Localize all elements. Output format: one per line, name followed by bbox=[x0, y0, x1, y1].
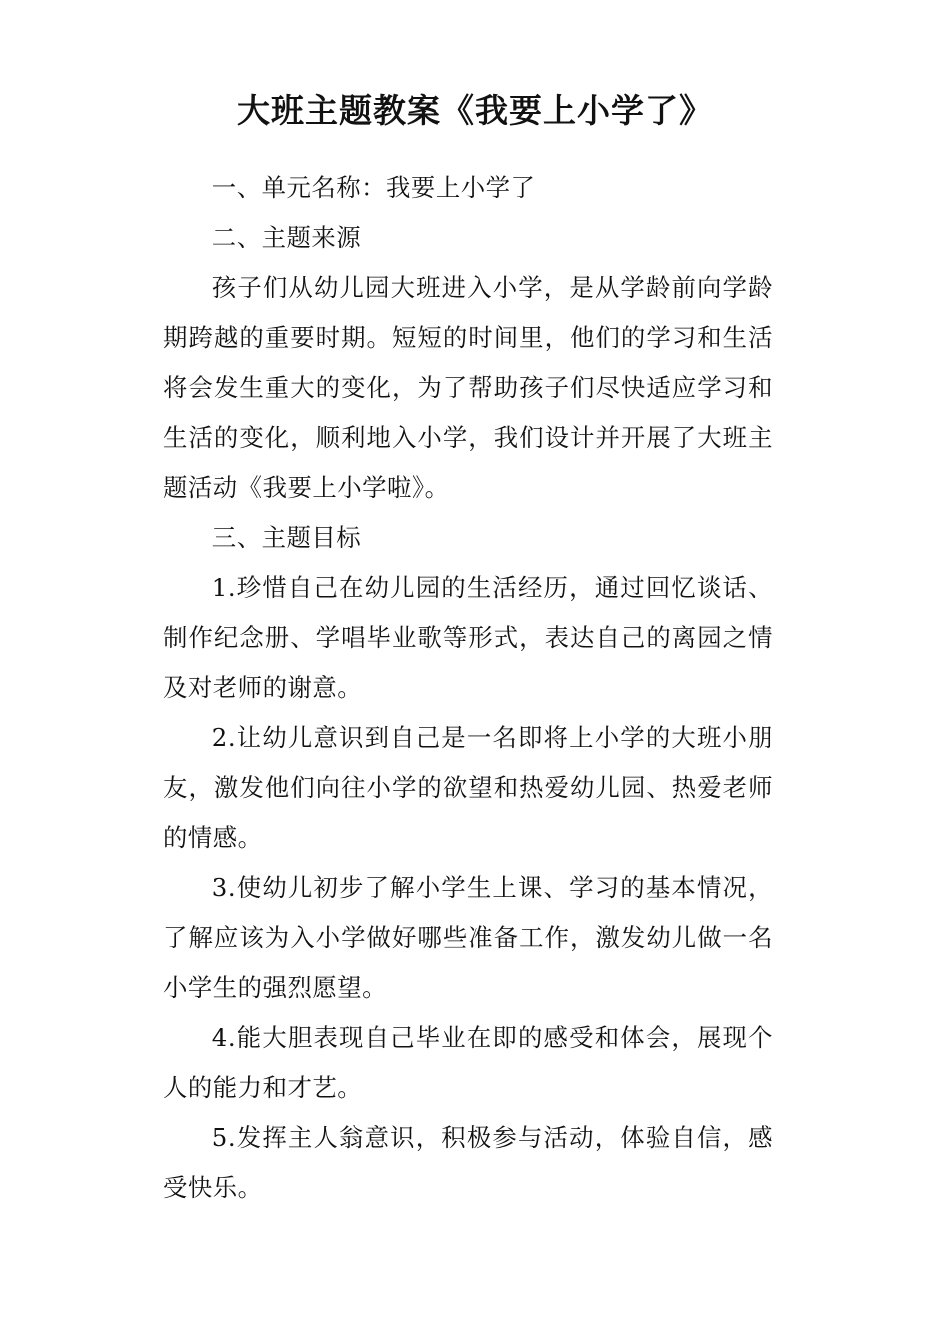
goal-item-5: 5.发挥主人翁意识，积极参与活动，体验自信，感受快乐。 bbox=[163, 1123, 773, 1202]
section-heading-theme-source: 二、主题来源 bbox=[211, 223, 362, 252]
paragraph-theme-source: 孩子们从幼儿园大班进入小学，是从学龄前向学龄期跨越的重要时期。短短的时间里，他们的学习和生活将会发生重大的变化，为了帮助孩子们尽快适应学习和生活的变化，顺利地入小学，我们设计并开展了大班主题活动《我要上小学啦》。 bbox=[163, 273, 773, 502]
section-heading-theme-goals: 三、主题目标 bbox=[211, 523, 362, 552]
section-heading-unit-name: 一、单元名称：我要上小学了 bbox=[211, 173, 536, 202]
document-body bbox=[163, 163, 773, 1213]
goal-item-4: 4.能大胆表现自己毕业在即的感受和体会，展现个人的能力和才艺。 bbox=[163, 1023, 773, 1102]
goal-item-3: 3.使幼儿初步了解小学生上课、学习的基本情况，了解应该为入小学做好哪些准备工作，激发幼儿做一名小学生的强烈愿望。 bbox=[163, 873, 773, 1002]
document-title: 大班主题教案《我要上小学了》 bbox=[237, 91, 713, 130]
goal-item-1: 1.珍惜自己在幼儿园的生活经历，通过回忆谈话、制作纪念册、学唱毕业歌等形式，表达自己的离园之情及对老师的谢意。 bbox=[163, 573, 773, 702]
goal-item-2: 2.让幼儿意识到自己是一名即将上小学的大班小朋友，激发他们向往小学的欲望和热爱幼儿园、热爱老师的情感。 bbox=[163, 723, 773, 852]
